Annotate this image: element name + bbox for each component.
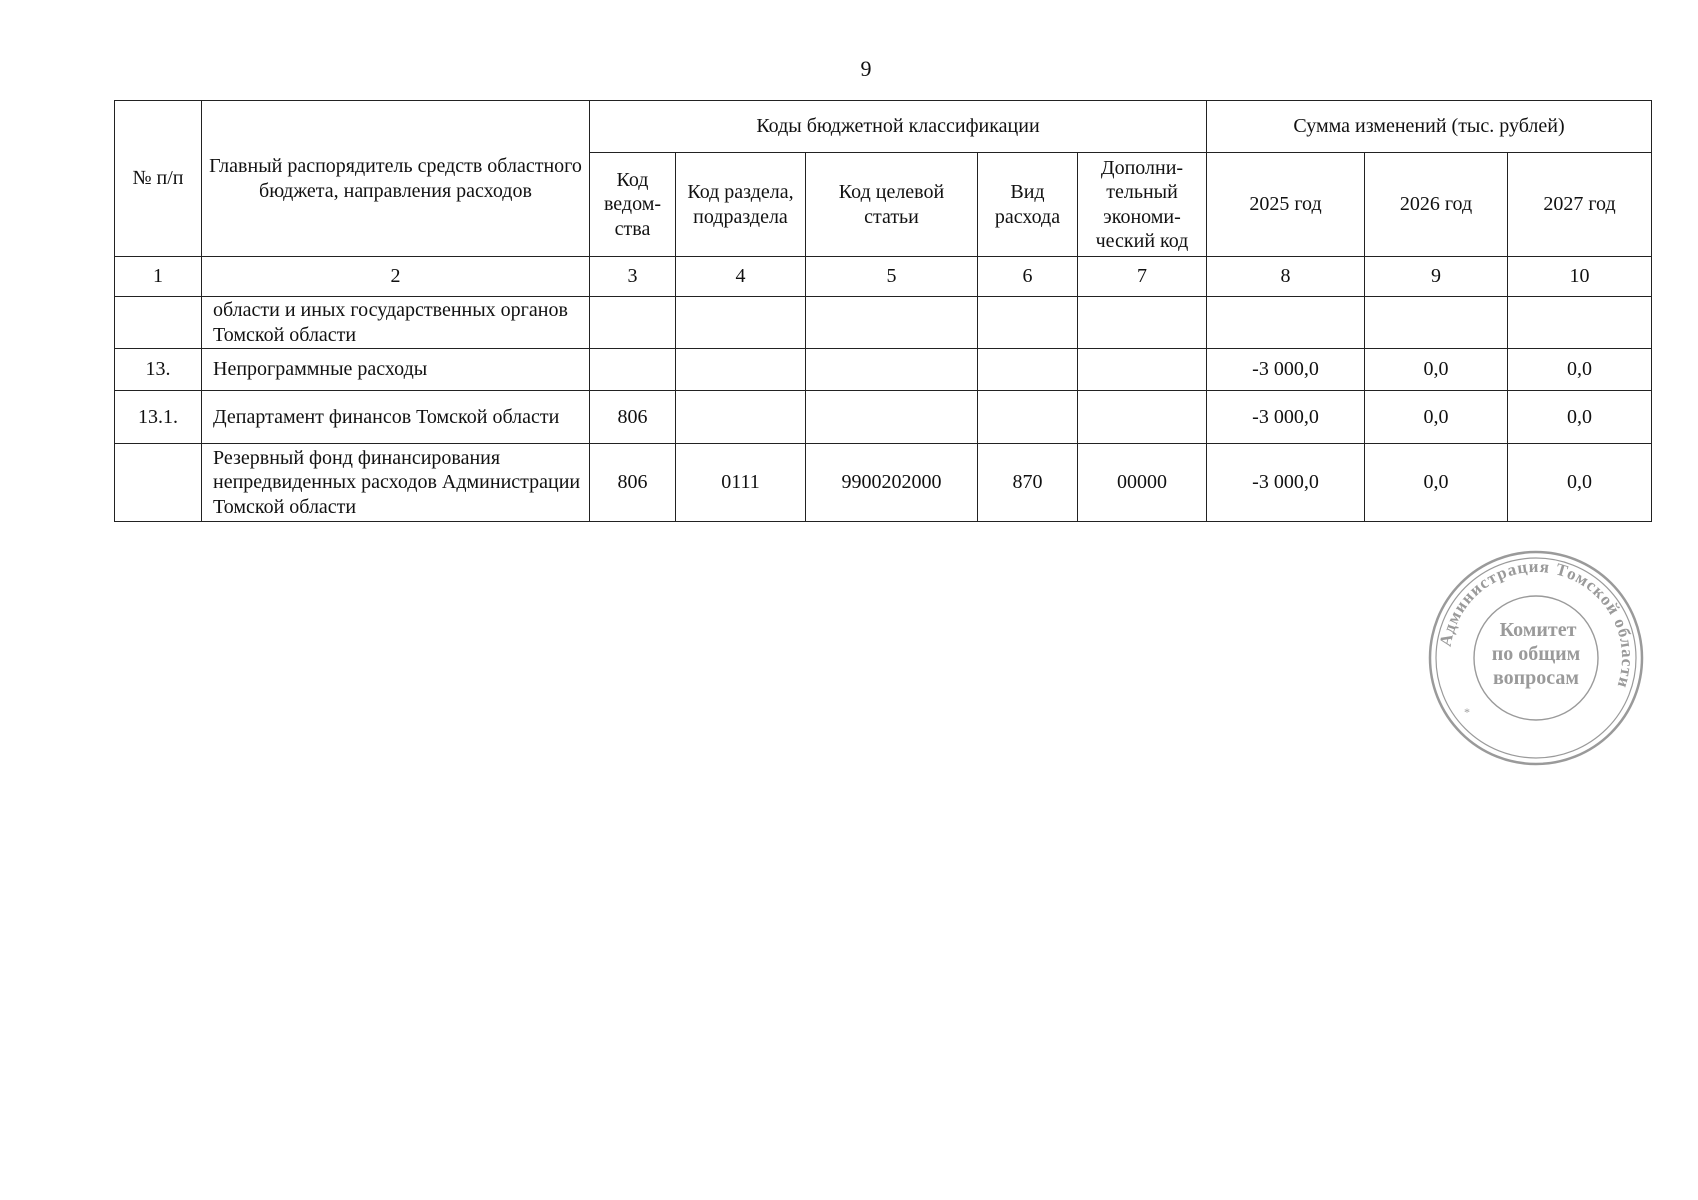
- table-row: [115, 444, 1652, 522]
- stamp-center-line: вопросам: [1492, 667, 1580, 689]
- row-econ-code: [1078, 391, 1207, 444]
- row-sum-2025: -3 000,0: [1207, 391, 1365, 444]
- page-number: 9: [860, 56, 872, 81]
- table-row: [115, 349, 1652, 391]
- header-expense-type: Вид расхода: [978, 153, 1078, 257]
- header-codes-group: Коды бюджетной классификации: [590, 101, 1207, 153]
- row-sum-2025: [1207, 297, 1365, 349]
- row-dept-code: 806: [590, 391, 676, 444]
- header-econ-code: Дополни-тельный экономи-ческий код: [1078, 153, 1207, 257]
- row-name: Резервный фонд финансирования непредвиденных расходов Администрации Томской области: [202, 444, 590, 522]
- row-sum-2026: 0,0: [1365, 444, 1508, 522]
- col-number: 6: [978, 257, 1078, 297]
- row-num: [115, 444, 202, 522]
- row-expense-type: [978, 391, 1078, 444]
- col-number: 3: [590, 257, 676, 297]
- col-number: 2: [202, 257, 590, 297]
- row-section-code: [676, 349, 806, 391]
- row-sum-2026: [1365, 297, 1508, 349]
- stamp-star-icon: *: [1464, 705, 1470, 719]
- row-econ-code: 00000: [1078, 444, 1207, 522]
- col-number: 4: [676, 257, 806, 297]
- row-num: [115, 297, 202, 349]
- header-dept-code: Код ведом-ства: [590, 153, 676, 257]
- header-year-2026: 2026 год: [1365, 153, 1508, 257]
- row-section-code: 0111: [676, 444, 806, 522]
- header-section-code: Код раздела, подраздела: [676, 153, 806, 257]
- col-number: 8: [1207, 257, 1365, 297]
- table-row: [115, 391, 1652, 444]
- budget-changes-table: [114, 100, 1652, 522]
- row-dept-code: [590, 349, 676, 391]
- row-target-code: [806, 297, 978, 349]
- row-name: области и иных государственных органов Томской области: [202, 297, 590, 349]
- stamp-center-line: Комитет: [1499, 619, 1577, 641]
- header-num: № п/п: [115, 101, 202, 257]
- header-year-2027: 2027 год: [1508, 153, 1652, 257]
- row-sum-2026: 0,0: [1365, 391, 1508, 444]
- table-row: [115, 297, 1652, 349]
- row-name: Непрограммные расходы: [202, 349, 590, 391]
- header-year-2025: 2025 год: [1207, 153, 1365, 257]
- row-econ-code: [1078, 349, 1207, 391]
- column-number-row: [115, 257, 1652, 297]
- header-manager: Главный распорядитель средств областного бюджета, направления расходов: [202, 101, 590, 257]
- row-expense-type: [978, 297, 1078, 349]
- stamp-ring-text: Администрация Томской области: [1435, 556, 1638, 691]
- header-target-code: Код целевой статьи: [806, 153, 978, 257]
- row-section-code: [676, 391, 806, 444]
- stamp-center-line: по общим: [1491, 643, 1581, 665]
- col-number: 5: [806, 257, 978, 297]
- official-stamp: [1426, 548, 1646, 768]
- row-sum-2027: 0,0: [1508, 391, 1652, 444]
- col-number: 7: [1078, 257, 1207, 297]
- row-expense-type: 870: [978, 444, 1078, 522]
- row-target-code: 9900202000: [806, 444, 978, 522]
- row-sum-2027: 0,0: [1508, 349, 1652, 391]
- col-number: 9: [1365, 257, 1508, 297]
- col-number: 1: [115, 257, 202, 297]
- row-section-code: [676, 297, 806, 349]
- row-sum-2027: [1508, 297, 1652, 349]
- row-num: 13.1.: [115, 391, 202, 444]
- col-number: 10: [1508, 257, 1652, 297]
- header-row-top: [115, 101, 1652, 153]
- row-target-code: [806, 391, 978, 444]
- row-num: 13.: [115, 349, 202, 391]
- row-sum-2025: -3 000,0: [1207, 444, 1365, 522]
- row-econ-code: [1078, 297, 1207, 349]
- row-expense-type: [978, 349, 1078, 391]
- header-sum-group: Сумма изменений (тыс. рублей): [1207, 101, 1652, 153]
- row-sum-2025: -3 000,0: [1207, 349, 1365, 391]
- row-name: Департамент финансов Томской области: [202, 391, 590, 444]
- row-sum-2026: 0,0: [1365, 349, 1508, 391]
- row-dept-code: [590, 297, 676, 349]
- row-target-code: [806, 349, 978, 391]
- row-sum-2027: 0,0: [1508, 444, 1652, 522]
- row-dept-code: 806: [590, 444, 676, 522]
